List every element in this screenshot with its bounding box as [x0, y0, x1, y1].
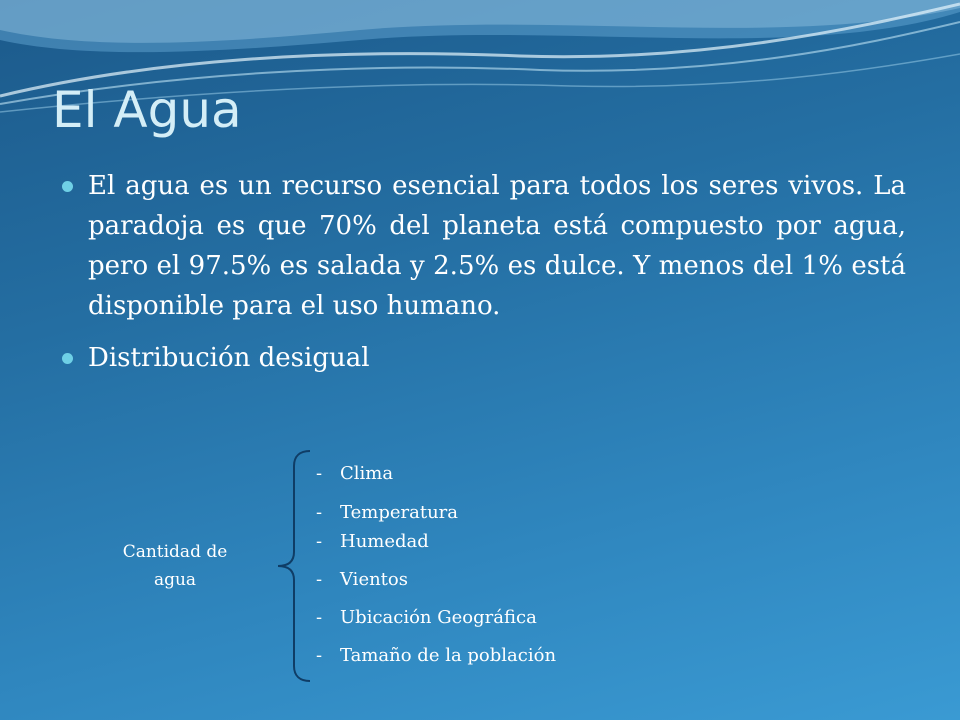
factor-label: Temperatura — [340, 502, 459, 523]
dash-marker: - — [316, 607, 323, 628]
dash-marker: - — [316, 645, 323, 666]
bullet-text: El agua es un recurso esencial para todos los seres vivos. La paradoja es que 70% del planeta está compuesto por agua, pero el 97.5% es salada y 2.5% es dulce. Y menos del 1% está disponible para el uso humano. — [88, 171, 906, 321]
bullet-text: Distribución desigual — [88, 343, 370, 373]
bullet-item — [62, 166, 906, 326]
bullet-item — [62, 338, 906, 378]
left-bracket-connector — [270, 448, 314, 684]
dash-marker: - — [316, 502, 323, 523]
factor-item — [316, 502, 458, 524]
factor-item — [316, 569, 408, 591]
factor-item — [316, 531, 429, 553]
dash-marker: - — [316, 569, 323, 590]
factor-label: Tamaño de la población — [340, 645, 557, 666]
factor-item — [316, 463, 393, 485]
factor-label: Clima — [340, 463, 394, 484]
factor-label: Ubicación Geográfica — [340, 607, 537, 628]
dash-marker: - — [316, 531, 323, 552]
factor-item — [316, 607, 537, 629]
slide-title: El Agua — [52, 81, 242, 139]
diagram-caption — [100, 538, 250, 594]
bullet-dot-icon — [62, 353, 73, 364]
bullet-dot-icon — [62, 181, 73, 192]
factor-label: Humedad — [340, 531, 429, 552]
factor-label: Vientos — [340, 569, 408, 590]
dash-marker: - — [316, 463, 323, 484]
bullet-list — [62, 166, 906, 378]
diagram-caption-line: Cantidad de — [122, 542, 228, 562]
factor-item — [316, 645, 556, 667]
diagram-caption-line: agua — [153, 570, 197, 590]
